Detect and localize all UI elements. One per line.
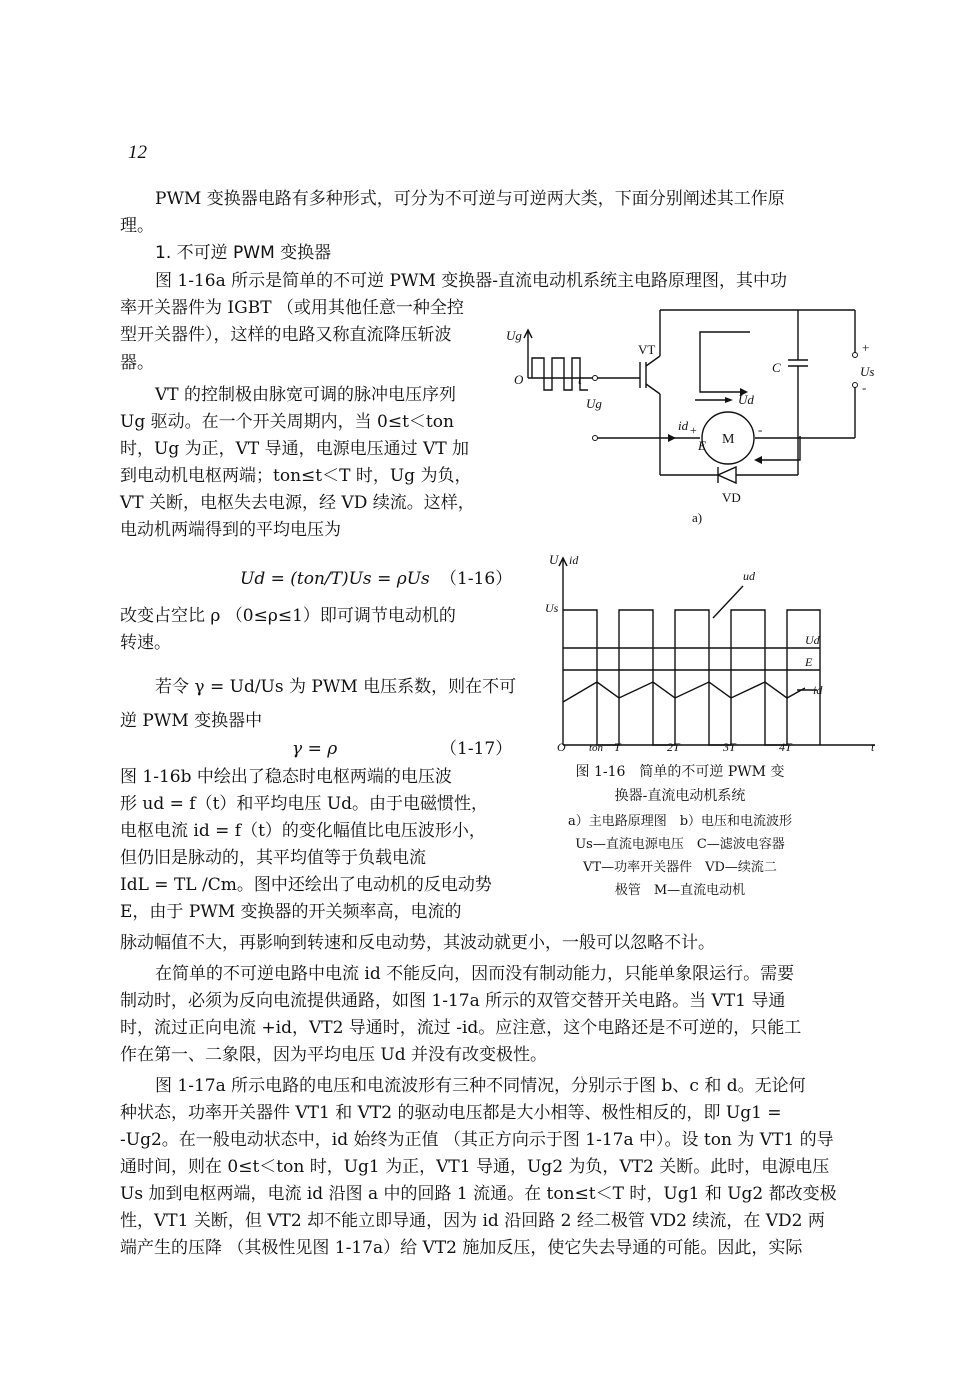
label-origin: O — [514, 372, 524, 387]
figure-caption-title: 图 1-16 简单的不可逆 PWM 变 — [575, 764, 785, 780]
paragraph-line: 时，流过正向电流 +id，VT2 导通时，流过 -id。应注意，这个电路还是不可逆的，只能工 — [120, 1018, 802, 1038]
paragraph-line: 率开关器件为 IGBT （或用其他任意一种全控 — [120, 298, 464, 318]
paragraph-line: -Ug2。在一般电动状态中，id 始终为正值 （其正方向示于图 1-17a 中）。设 ton 为 VT1 的导 — [120, 1130, 834, 1150]
equation-1-17: γ = ρ — [292, 739, 338, 759]
equation-number: （1-17） — [440, 739, 513, 759]
paragraph-line: 转速。 — [120, 633, 171, 653]
label-ug: Ug — [586, 396, 602, 411]
label-e: E — [698, 438, 706, 453]
label-ud: Ud — [738, 392, 754, 407]
tick-2t: 2T — [667, 740, 680, 754]
wave-label-ud-curve: ud — [743, 569, 755, 583]
paragraph-line: 在简单的不可逆电路中电流 id 不能反向，因而没有制动能力，只能单象限运行。需要 — [155, 964, 795, 984]
paragraph-line: 型开关器件），这样的电路又称直流降压斩波 — [120, 325, 452, 345]
label-sub-a: a) — [692, 510, 703, 525]
paragraph-line: 通时间，则在 0≤t＜ton 时，Ug1 为正，VT1 导通，Ug2 为负，VT2 关断。此时，电源电压 — [120, 1157, 830, 1177]
tick-3t: 3T — [723, 740, 736, 754]
equation-1-16: Ud = (ton/T)Us = ρUs — [240, 569, 430, 589]
tick-4t: 4T — [779, 740, 792, 754]
label-plus: + — [862, 340, 870, 355]
paragraph-line: 理。 — [120, 216, 154, 236]
waveform-diagram — [535, 550, 885, 755]
paragraph-line: 图 1-16a 所示是简单的不可逆 PWM 变换器-直流电动机系统主电路原理图，其中功 — [155, 271, 788, 291]
label-motor-minus: - — [758, 422, 763, 437]
equation-number: （1-16） — [440, 569, 513, 589]
label-motor-plus: + — [690, 423, 697, 437]
figure-caption-note: VT—功率开关器件 VD—续流二 — [583, 860, 777, 875]
paragraph-line: 作在第一、二象限，因为平均电压 Ud 并没有改变极性。 — [120, 1045, 548, 1065]
label-id: id — [678, 418, 689, 433]
label-us: Us — [860, 364, 875, 379]
paragraph-line: IdL = TL /Cm。图中还绘出了电动机的反电动势 — [120, 875, 492, 895]
figure-caption-note: Us—直流电源电压 C—滤波电容器 — [575, 837, 785, 852]
wave-label-id: id — [813, 683, 823, 697]
label-m: M — [722, 432, 735, 447]
figure-caption-title: 换器-直流电动机系统 — [614, 788, 746, 804]
paragraph-line: 性，VT1 关断，但 VT2 却不能立即导通，因为 id 沿回路 2 经二极管 VD2 续流，在 VD2 两 — [120, 1211, 825, 1231]
paragraph-line: VT 关断，电枢失去电源，经 VD 续流。这样， — [120, 493, 475, 513]
label-ug-axis: Ug — [506, 328, 522, 343]
page-number: 12 — [128, 142, 147, 163]
wave-label-u: U — [549, 552, 559, 567]
section-heading: 1. 不可逆 PWM 变换器 — [155, 243, 332, 263]
label-vd: VD — [722, 490, 741, 505]
wave-label-ud-avg: Ud — [805, 633, 820, 647]
paragraph-line: 电枢电流 id = f（t）的变化幅值比电压波形小， — [120, 821, 486, 841]
paragraph-line: 脉动幅值不大，再影响到转速和反电动势，其波动就更小，一般可以忽略不计。 — [120, 933, 715, 953]
label-minus: - — [862, 380, 867, 395]
paragraph-line: 若令 γ = Ud/Us 为 PWM 电压系数，则在不可 — [155, 677, 517, 697]
figure-caption-note: a）主电路原理图 b）电压和电流波形 — [567, 814, 793, 829]
paragraph-line: Ug 驱动。在一个开关周期内，当 0≤t＜ton — [120, 412, 454, 432]
paragraph-line: 制动时，必须为反向电流提供通路，如图 1-17a 所示的双管交替开关电路。当 VT1 导通 — [120, 991, 786, 1011]
tick-t-axis: t — [871, 740, 875, 754]
tick-t: T — [614, 740, 621, 754]
paragraph-line: 种状态，功率开关器件 VT1 和 VT2 的驱动电压都是大小相等、极性相反的，即 Ug1 = — [120, 1103, 782, 1123]
label-t: t — [578, 372, 582, 387]
wave-label-id-axis: id — [569, 553, 579, 567]
paragraph-line: 但仍旧是脉动的，其平均值等于负载电流 — [120, 848, 426, 868]
wave-label-us: Us — [545, 601, 559, 615]
paragraph-line: 端产生的压降 （其极性见图 1-17a）给 VT2 施加反压，使它失去导通的可能。因此，实际 — [120, 1238, 803, 1258]
paragraph-line: PWM 变换器电路有多种形式，可分为不可逆与可逆两大类，下面分别阐述其工作原 — [155, 189, 785, 209]
paragraph-line: 图 1-17a 所示电路的电压和电流波形有三种不同情况，分别示于图 b、c 和 d。无论何 — [155, 1076, 806, 1096]
paragraph-line: 图 1-16b 中绘出了稳态时电枢两端的电压波 — [120, 767, 452, 787]
paragraph-line: 改变占空比 ρ （0≤ρ≤1）即可调节电动机的 — [120, 606, 456, 626]
paragraph-line: E，由于 PWM 变换器的开关频率高，电流的 — [120, 902, 462, 922]
label-vt: VT — [638, 342, 656, 357]
circuit-diagram — [500, 300, 890, 530]
paragraph-line: Us 加到电枢两端，电流 id 沿图 a 中的回路 1 流通。在 ton≤t＜T 时，Ug1 和 Ug2 都改变极 — [120, 1184, 837, 1204]
paragraph-line: VT 的控制极由脉宽可调的脉冲电压序列 — [155, 385, 457, 405]
tick-ton: ton — [589, 742, 604, 754]
paragraph-line: 器。 — [120, 353, 154, 373]
paragraph-line: 逆 PWM 变换器中 — [120, 711, 263, 731]
figure-caption-note: 极管 M—直流电动机 — [614, 883, 746, 898]
wave-label-e: E — [805, 655, 813, 669]
label-c: C — [772, 360, 781, 375]
paragraph-line: 形 ud = f（t）和平均电压 Ud。由于电磁惯性， — [120, 794, 489, 814]
paragraph-line: 到电动机电枢两端；ton≤t＜T 时，Ug 为负， — [120, 466, 472, 486]
tick-o: O — [557, 740, 566, 754]
paragraph-line: 时，Ug 为正，VT 导通，电源电压通过 VT 加 — [120, 439, 470, 459]
paragraph-line: 电动机两端得到的平均电压为 — [120, 520, 341, 540]
